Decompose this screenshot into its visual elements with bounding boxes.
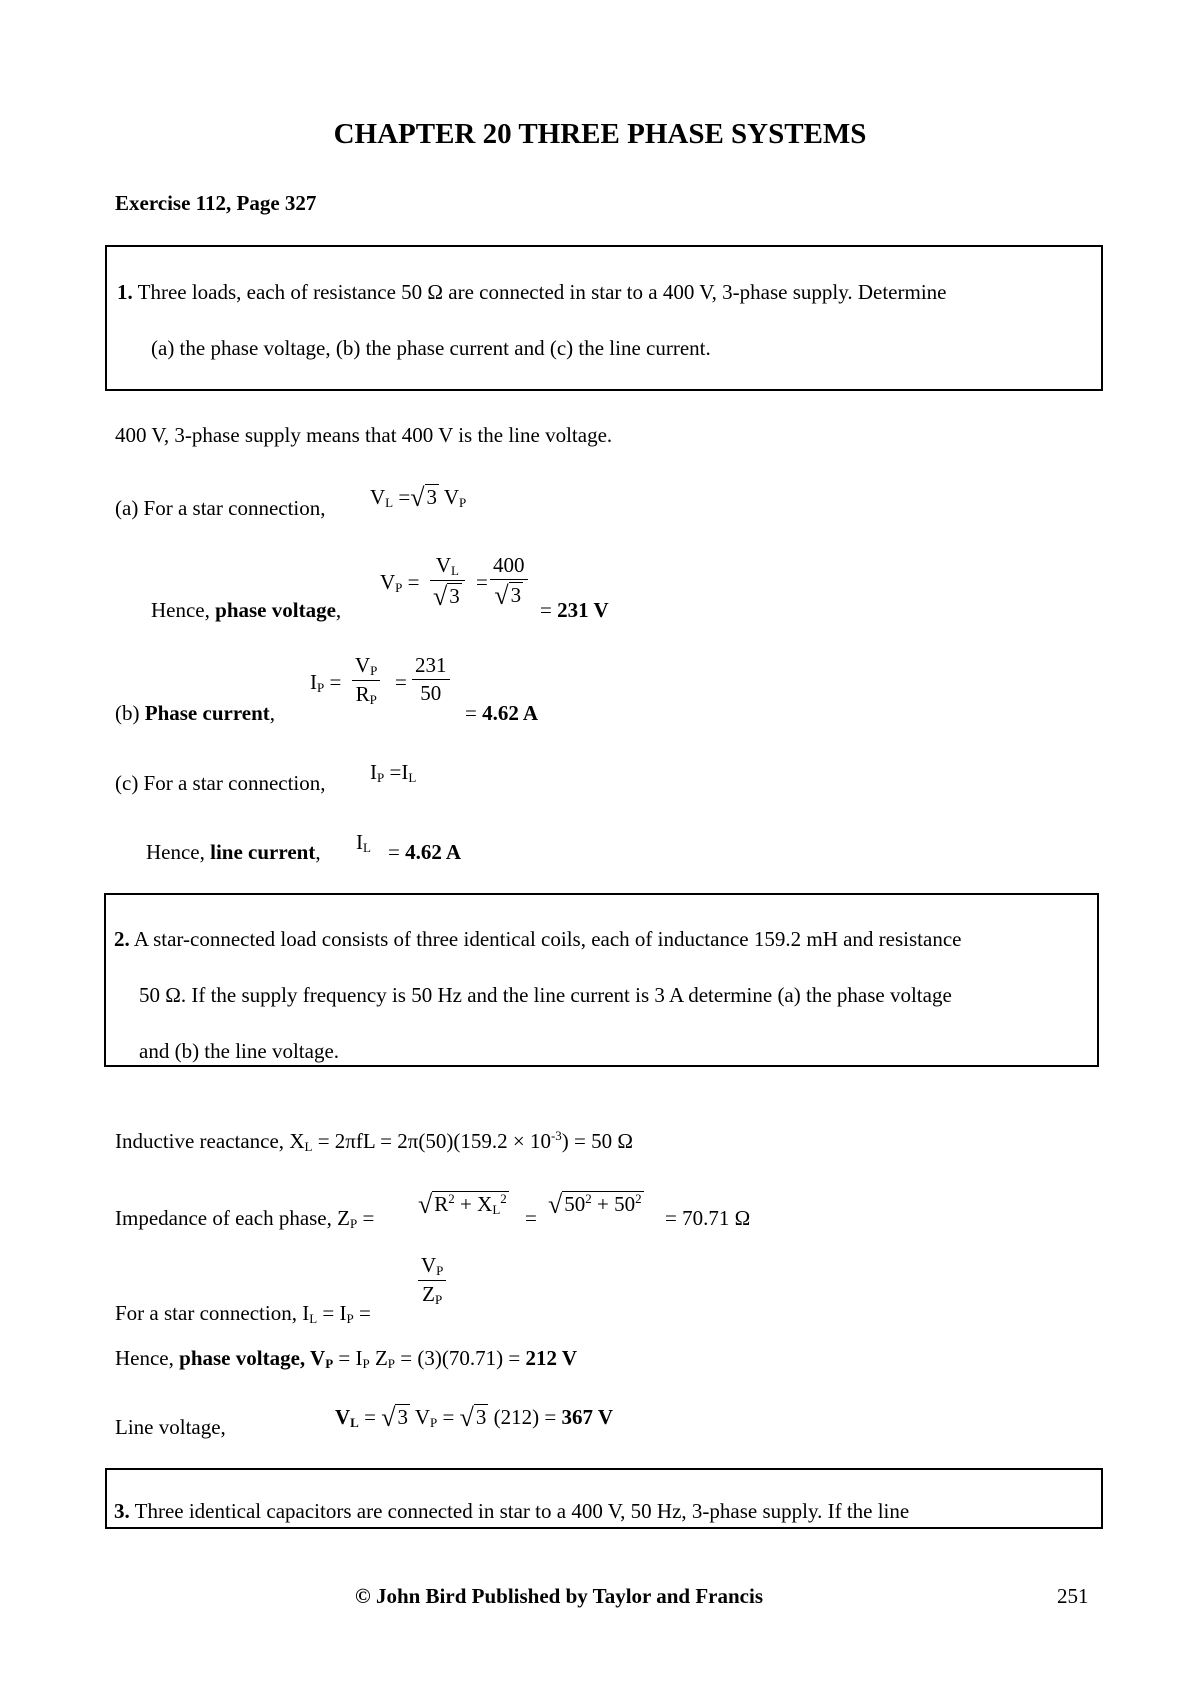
solution-1b-result: = 4.62 A [465, 701, 539, 725]
solution-2-line-voltage-formula: $V_L = √3$ $V_P = √3$ (212) = 367 V [335, 1403, 614, 1432]
formula-equals: = [476, 570, 488, 594]
page-number: 251 [1057, 1584, 1089, 1608]
solution-1c-label: (c) For a star connection, [115, 771, 326, 795]
formula-vl-root3-vp: $V_L =√3$ $V_P$ [370, 483, 467, 512]
formula-equals: = [395, 670, 407, 694]
exercise-heading: Exercise 112, Page 327 [115, 191, 317, 215]
fraction-vl-over-root3: $\frac{V_L}{√3}$ [430, 555, 465, 610]
fraction-231-over-50: $\frac{231}{50}$ [412, 655, 450, 704]
solution-1a-result: = 231 V [540, 598, 609, 622]
solution-1c-result: = 4.62 A [388, 840, 462, 864]
formula-root-r2-xl2: $√R^2 + X_L^2$ [418, 1190, 507, 1219]
question-2-line-2: 50 Ω. If the supply frequency is 50 Hz and the line current is 3 A determine (a) the phase voltage [139, 983, 952, 1007]
question-3-line-1: 3. Three identical capacitors are connected in star to a 400 V, 50 Hz, 3-phase supply. If the line [114, 1499, 910, 1523]
impedance-result: = 70.71 Ω [665, 1206, 751, 1230]
solution-2-reactance: Inductive reactance, $X_L = 2\pi fL = 2\pi(50)(159.2 \times 10^{-3}) = 50$ Ω [115, 1128, 633, 1154]
formula-ip-equals-il: $I_P =I_L$ [370, 760, 417, 785]
formula-vp-label: $V_P$ = [380, 570, 420, 595]
solution-2-star-label: For a star connection, $I_L = I_P$ = [115, 1301, 371, 1326]
solution-1-intro: 400 V, 3-phase supply means that 400 V is the line voltage. [115, 423, 613, 447]
fraction-vp-over-zp: $\frac{V_P}{Z_P}$ [418, 1255, 446, 1306]
question-1-line-1: 1. Three loads, each of resistance 50 Ω are connected in star to a 400 V, 3-phase supply. Determine [117, 280, 947, 304]
fraction-vp-over-rp: $\frac{V_P}{R_P}$ [352, 655, 380, 706]
fraction-400-over-root3: $\frac{400}{√3}$ [490, 555, 528, 609]
solution-2-line-voltage-label: Line voltage, [115, 1415, 226, 1439]
formula-root-50sq: $√50^2 + 50^2$ [548, 1190, 642, 1219]
footer-copyright: © John Bird Published by Taylor and Francis [355, 1584, 764, 1608]
solution-1c-hence: Hence, line current, [146, 840, 321, 864]
question-2-line-3: and (b) the line voltage. [139, 1039, 340, 1063]
page-title: CHAPTER 20 THREE PHASE SYSTEMS [333, 118, 867, 150]
solution-1a-hence: Hence, phase voltage, [151, 598, 342, 622]
formula-ip-label: $I_P$ = [310, 670, 342, 695]
solution-2-impedance-label: Impedance of each phase, $Z_P$ = [115, 1206, 375, 1231]
formula-il: $I_L$ [356, 830, 371, 855]
question-1-line-2: (a) the phase voltage, (b) the phase current and (c) the line current. [151, 336, 711, 360]
solution-2-phase-voltage: Hence, phase voltage, $V_P = I_P$ $Z_P = (3)(70.71) = 212$ V [115, 1346, 577, 1371]
question-2-line-1: 2. A star-connected load consists of three identical coils, each of inductance 159.2 mH and resistance [114, 927, 962, 951]
solution-1b-label: (b) Phase current, [115, 701, 276, 725]
question-box-1 [105, 245, 1103, 391]
formula-equals: = [525, 1206, 537, 1230]
solution-1a-label: (a) For a star connection, [115, 496, 326, 520]
